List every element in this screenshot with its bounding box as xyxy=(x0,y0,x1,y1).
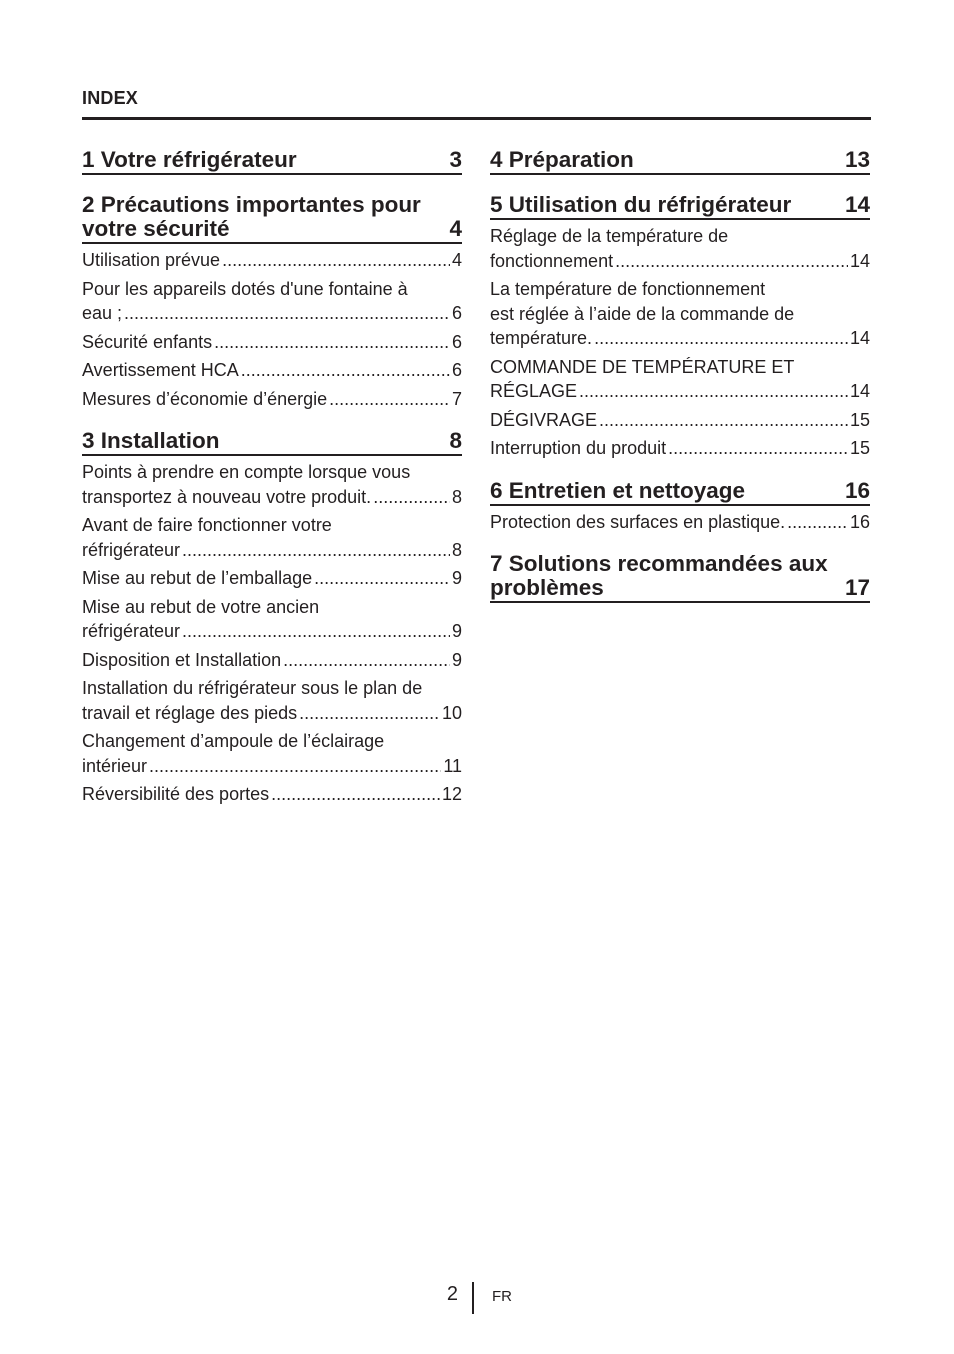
section-title: 7 Solutions recommandées aux problèmes xyxy=(490,551,828,600)
toc-entry[interactable] xyxy=(82,460,462,509)
entry-text-continued: réfrigérateur xyxy=(82,621,181,641)
section-heading[interactable] xyxy=(490,552,870,603)
page-footer xyxy=(440,1282,540,1314)
entry-text: Mise au rebut de votre ancien xyxy=(82,596,320,617)
dot-leader xyxy=(214,330,450,355)
section-title: 1 Votre réfrigérateur xyxy=(82,147,297,172)
section-page-number: 17 xyxy=(844,575,870,600)
dot-leader xyxy=(283,648,450,673)
entry-text: Installation du réfrigérateur sous le plan de xyxy=(82,678,423,698)
entry-page-number: 9 xyxy=(451,649,462,670)
toc-entry[interactable] xyxy=(82,595,462,644)
entry-text-continued: RÉGLAGE xyxy=(490,381,578,401)
dot-leader xyxy=(329,387,450,412)
dot-leader xyxy=(314,566,450,591)
entry-list xyxy=(490,224,870,461)
entry-text: Avant de faire fonctionner votre xyxy=(82,515,332,535)
toc-entry[interactable] xyxy=(490,436,870,461)
language-code: FR xyxy=(492,1288,512,1305)
section-page-number: 4 xyxy=(449,216,462,241)
dot-leader xyxy=(182,538,450,563)
entry-text: Sécurité enfants xyxy=(82,331,213,352)
section-page-number: 14 xyxy=(844,192,870,217)
section-heading[interactable] xyxy=(82,193,462,244)
toc-entry[interactable] xyxy=(82,248,462,273)
toc-section xyxy=(490,148,870,175)
entry-text: Mise au rebut de l’emballage xyxy=(82,568,313,588)
entry-page-number: 15 xyxy=(849,409,870,430)
dot-leader xyxy=(124,301,450,326)
entry-page-number: 12 xyxy=(441,784,462,804)
entry-text: Réversibilité des portes xyxy=(82,784,270,804)
toc-entry[interactable] xyxy=(82,387,462,412)
entry-last-line xyxy=(82,485,462,510)
toc-entry[interactable] xyxy=(490,277,870,351)
dot-leader xyxy=(615,249,848,274)
toc-entry[interactable] xyxy=(490,510,870,535)
page-title: INDEX xyxy=(82,88,139,108)
dot-leader xyxy=(149,754,441,779)
dot-leader xyxy=(787,510,848,535)
section-heading[interactable] xyxy=(82,429,462,456)
entry-text: Points à prendre en compte lorsque vous xyxy=(82,462,411,482)
toc-entry[interactable] xyxy=(82,648,462,673)
entry-page-number: 4 xyxy=(451,250,462,270)
entry-page-number: 8 xyxy=(451,539,462,560)
toc-entry[interactable] xyxy=(82,676,462,725)
dot-leader xyxy=(594,326,848,351)
dot-leader xyxy=(579,379,848,404)
entry-page-number: 10 xyxy=(441,702,462,723)
entry-text: Interruption du produit xyxy=(490,438,667,458)
toc-section xyxy=(82,193,462,411)
section-page-number: 8 xyxy=(449,428,462,453)
entry-page-number: 6 xyxy=(451,360,462,380)
entry-page-number: 9 xyxy=(451,621,462,641)
toc-entry[interactable] xyxy=(490,224,870,273)
entry-page-number: 8 xyxy=(451,486,462,507)
section-page-number: 3 xyxy=(449,147,462,172)
entry-last-line xyxy=(82,754,462,779)
section-heading[interactable] xyxy=(490,479,870,506)
dot-leader xyxy=(668,436,848,461)
dot-leader xyxy=(182,619,450,644)
entry-text: DÉGIVRAGE xyxy=(490,409,598,430)
dot-leader xyxy=(599,408,848,433)
entry-page-number: 14 xyxy=(849,381,870,401)
entry-last-line xyxy=(490,326,870,351)
toc-right-column xyxy=(490,148,870,621)
entry-line xyxy=(82,330,462,355)
entry-text-continued: eau ; xyxy=(82,303,123,323)
entry-last-line xyxy=(82,301,462,326)
entry-page-number: 16 xyxy=(849,511,870,532)
section-page-number: 13 xyxy=(844,147,870,172)
section-heading[interactable] xyxy=(490,193,870,220)
entry-page-number: 6 xyxy=(451,303,462,323)
entry-line xyxy=(82,248,462,273)
entry-line xyxy=(82,648,462,673)
page-header xyxy=(82,88,871,120)
entry-text: Utilisation prévue xyxy=(82,250,221,270)
section-title: 3 Installation xyxy=(82,428,220,453)
section-heading[interactable] xyxy=(490,148,870,175)
entry-last-line xyxy=(82,619,462,644)
entry-line xyxy=(82,358,462,383)
toc-section xyxy=(490,193,870,461)
toc-entry[interactable] xyxy=(82,277,462,326)
entry-page-number: 14 xyxy=(849,328,870,348)
entry-page-number: 7 xyxy=(451,388,462,409)
toc-entry[interactable] xyxy=(82,782,462,807)
entry-line xyxy=(490,408,870,433)
section-heading[interactable] xyxy=(82,148,462,175)
entry-last-line xyxy=(82,701,462,726)
entry-line xyxy=(82,782,462,807)
entry-text: Protection des surfaces en plastique. xyxy=(490,511,786,532)
toc-entry[interactable] xyxy=(82,330,462,355)
toc-section xyxy=(490,552,870,603)
section-title: 2 Précautions importantes pour votre sécurité xyxy=(82,192,421,241)
entry-last-line xyxy=(82,538,462,563)
section-title: 5 Utilisation du réfrigérateur xyxy=(490,192,792,217)
page-number: 2 xyxy=(446,1283,458,1305)
section-title: 6 Entretien et nettoyage xyxy=(490,477,746,503)
entry-line xyxy=(82,387,462,412)
entry-text-continued: est réglée à l’aide de la commande de xyxy=(490,303,795,324)
section-title: 4 Préparation xyxy=(490,147,634,172)
entry-text-continued: température. xyxy=(490,328,593,348)
dot-leader xyxy=(373,485,450,510)
dot-leader xyxy=(241,358,450,383)
toc-entry[interactable] xyxy=(82,566,462,591)
entry-last-line xyxy=(490,379,870,404)
toc-section xyxy=(82,148,462,175)
entry-page-number: 11 xyxy=(443,755,462,776)
toc-entry[interactable] xyxy=(82,729,462,778)
dot-leader xyxy=(271,782,440,807)
entry-line xyxy=(490,436,870,461)
entry-list xyxy=(82,460,462,807)
entry-page-number: 14 xyxy=(849,250,870,271)
entry-list xyxy=(82,248,462,411)
entry-text: COMMANDE DE TEMPÉRATURE ET xyxy=(490,356,795,377)
entry-text: Avertissement HCA xyxy=(82,360,239,380)
footer-divider xyxy=(472,1282,474,1314)
entry-page-number: 6 xyxy=(451,331,462,352)
entry-line xyxy=(82,566,462,591)
toc-section xyxy=(82,429,462,807)
entry-text: Réglage de la température de xyxy=(490,226,729,246)
entry-text-continued: fonctionnement xyxy=(490,250,614,271)
section-page-number: 16 xyxy=(844,477,870,503)
toc-entry[interactable] xyxy=(490,408,870,433)
entry-page-number: 9 xyxy=(451,568,462,588)
entry-text-continued: transportez à nouveau votre produit. xyxy=(82,486,372,507)
entry-text: Disposition et Installation xyxy=(82,649,282,670)
entry-text-continued: intérieur xyxy=(82,755,148,776)
dot-leader xyxy=(222,248,450,273)
toc-entry[interactable] xyxy=(82,358,462,383)
toc-entry[interactable] xyxy=(82,513,462,562)
entry-text: Pour les appareils dotés d'une fontaine à xyxy=(82,278,408,299)
toc-section xyxy=(490,479,870,535)
entry-last-line xyxy=(490,249,870,274)
entry-line xyxy=(490,510,870,535)
entry-text: Changement d’ampoule de l’éclairage xyxy=(82,731,385,751)
entry-text-continued: réfrigérateur xyxy=(82,539,181,560)
entry-text: La température de fonctionnement xyxy=(490,279,766,299)
entry-text-continued: travail et réglage des pieds xyxy=(82,702,298,723)
entry-list xyxy=(490,510,870,535)
toc-entry[interactable] xyxy=(490,355,870,404)
dot-leader xyxy=(299,701,440,726)
toc-left-column xyxy=(82,148,462,825)
entry-text: Mesures d’économie d’énergie xyxy=(82,388,328,409)
entry-page-number: 15 xyxy=(849,438,870,458)
